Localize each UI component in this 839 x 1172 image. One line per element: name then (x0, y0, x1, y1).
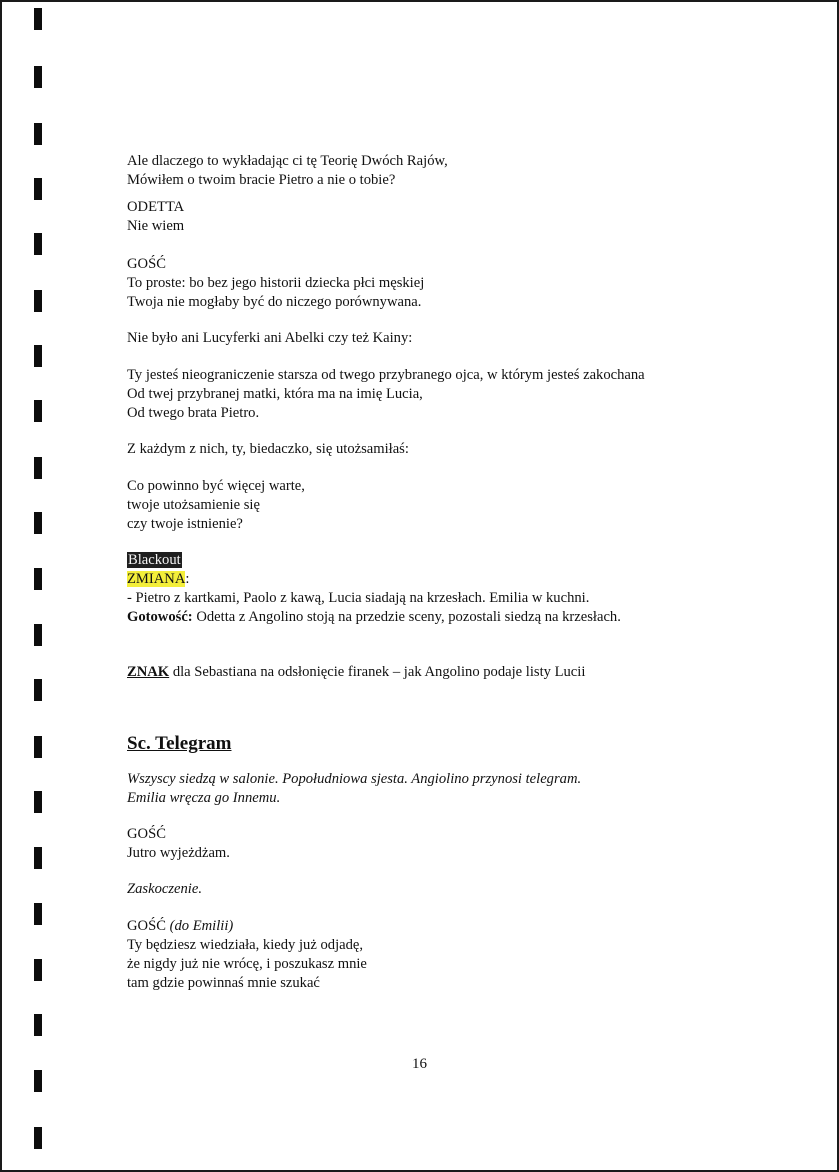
binding-mark (34, 959, 42, 981)
binding-mark (34, 512, 42, 534)
dialogue-line: Co powinno być więcej warte, (127, 478, 305, 494)
binding-mark (34, 233, 42, 255)
binding-mark (34, 1070, 42, 1092)
dialogue-block (127, 477, 767, 534)
binding-mark (34, 679, 42, 701)
dialogue-line: że nigdy już nie wrócę, i poszukasz mnie (127, 956, 367, 972)
binding-mark (34, 736, 42, 758)
binding-mark (34, 345, 42, 367)
dialogue-line: Ty jesteś nieograniczenie starsza od twego przybranego ojca, w którym jesteś zakochana (127, 367, 645, 383)
stage-direction: Zaskoczenie. (127, 881, 202, 897)
znak-text: dla Sebastiana na odsłonięcie firanek – jak Angolino podaje listy Lucii (169, 664, 586, 680)
binding-mark (34, 123, 42, 145)
dialogue-line: Ty będziesz wiedziała, kiedy już odjadę, (127, 937, 364, 953)
dialogue-line: Od twej przybranej matki, która ma na imię Lucia, (127, 386, 423, 402)
binding-mark (34, 290, 42, 312)
zmiana-detail: - Pietro z kartkami, Paolo z kawą, Lucia siadają na krzesłach. Emilia w kuchni. (127, 590, 590, 606)
gotowosc-label: Gotowość: (127, 609, 193, 625)
dialogue-line: twoje utożsamienie się (127, 497, 260, 513)
zmiana-cue: ZMIANA (127, 571, 186, 587)
dialogue-line: Z każdym z nich, ty, biedaczko, się utożsamiłaś: (127, 441, 409, 457)
znak-cue (127, 663, 767, 682)
dialogue-block (127, 366, 767, 423)
dialogue-line: To proste: bo bez jego historii dziecka płci męskiej (127, 275, 425, 291)
binding-mark (34, 847, 42, 869)
dialogue-line: Jutro wyjeżdżam. (127, 845, 230, 861)
binding-mark (34, 66, 42, 88)
binding-mark (34, 178, 42, 200)
dialogue-line: Od twego brata Pietro. (127, 405, 260, 421)
binding-mark (34, 457, 42, 479)
cue-block (127, 551, 767, 627)
speaker-name: GOŚĆ (127, 826, 166, 842)
binding-marks (34, 0, 44, 1172)
speaker-name: GOŚĆ (127, 918, 166, 934)
speaker-name: ODETTA (127, 199, 185, 215)
speech-odetta (127, 198, 767, 236)
script-content (127, 152, 767, 993)
speaker-name: GOŚĆ (127, 256, 166, 272)
speech-gosc (127, 917, 767, 993)
binding-mark (34, 624, 42, 646)
dialogue-line: Ale dlaczego to wykładając ci tę Teorię Dwóch Rajów, (127, 153, 448, 169)
dialogue-line: Mówiłem o twoim bracie Pietro a nie o tobie? (127, 172, 396, 188)
binding-mark (34, 1014, 42, 1036)
stage-direction-line: Wszyscy siedzą w salonie. Popołudniowa sjesta. Angiolino przynosi telegram. (127, 771, 582, 787)
zmiana-colon: : (185, 571, 190, 587)
binding-mark (34, 1127, 42, 1149)
binding-mark (34, 568, 42, 590)
znak-label: ZNAK (127, 664, 170, 680)
dialogue-line: Nie było ani Lucyferki ani Abelki czy też Kainy: (127, 330, 413, 346)
binding-mark (34, 903, 42, 925)
binding-mark (34, 791, 42, 813)
page-number: 16 (412, 1056, 427, 1072)
stage-direction (127, 770, 767, 808)
dialogue-line: Nie wiem (127, 218, 185, 234)
speaker-aside: (do Emilii) (169, 918, 234, 934)
dialogue-line: Twoja nie mogłaby być do niczego porównywana. (127, 294, 422, 310)
binding-mark (34, 400, 42, 422)
binding-mark (34, 8, 42, 30)
dialogue-line: czy twoje istnienie? (127, 516, 243, 532)
scene-title: Sc. Telegram (127, 733, 232, 754)
speech-gosc (127, 825, 767, 863)
dialogue-line: tam gdzie powinnaś mnie szukać (127, 975, 320, 991)
blackout-cue: Blackout (128, 552, 181, 568)
speech-gosc (127, 255, 767, 312)
dialogue-block (127, 152, 767, 190)
gotowosc-text: Odetta z Angolino stoją na przedzie sceny, pozostali siedzą na krzesłach. (192, 609, 621, 625)
stage-direction-line: Emilia wręcza go Innemu. (127, 790, 281, 806)
